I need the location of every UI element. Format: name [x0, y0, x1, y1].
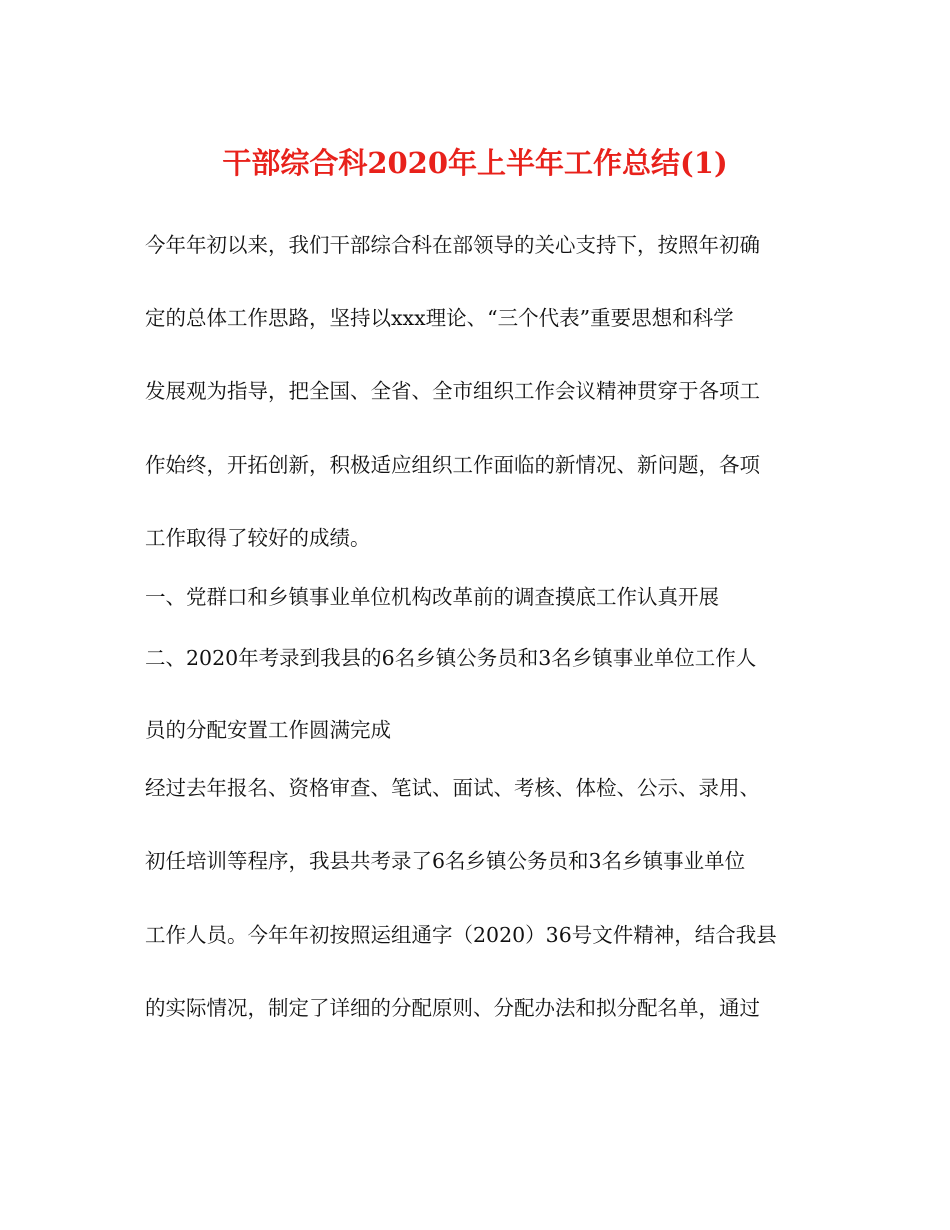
body-line-5: 工作取得了较好的成绩。 — [145, 526, 371, 550]
body-line-3: 发展观为指导，把全国、全省、全市组织工作会议精神贯穿于各项工 — [145, 379, 760, 403]
section-heading-2: 二、2020年考录到我县的6名乡镇公务员和3名乡镇事业单位工作人 — [145, 646, 757, 670]
section-heading-1: 一、党群口和乡镇事业单位机构改革前的调查摸底工作认真开展 — [145, 585, 719, 609]
body-line-8: 工作人员。今年年初按照运组通字（2020）36号文件精神，结合我县 — [145, 923, 777, 947]
body-line-7: 初任培训等程序，我县共考录了6名乡镇公务员和3名乡镇事业单位 — [145, 849, 746, 873]
body-line-2: 定的总体工作思路，坚持以xxx理论、“三个代表”重要思想和科学 — [145, 306, 734, 330]
body-line-4: 作始终，开拓创新，积极适应组织工作面临的新情况、新问题，各项 — [145, 453, 760, 477]
section-heading-2-continued: 员的分配安置工作圆满完成 — [145, 718, 391, 742]
body-line-9: 的实际情况，制定了详细的分配原则、分配办法和拟分配名单，通过 — [145, 996, 760, 1020]
body-line-1: 今年年初以来，我们干部综合科在部领导的关心支持下，按照年初确 — [145, 233, 760, 257]
body-line-6: 经过去年报名、资格审查、笔试、面试、考核、体检、公示、录用、 — [145, 776, 760, 800]
document-title: 干部综合科2020年上半年工作总结(1) — [222, 146, 728, 180]
